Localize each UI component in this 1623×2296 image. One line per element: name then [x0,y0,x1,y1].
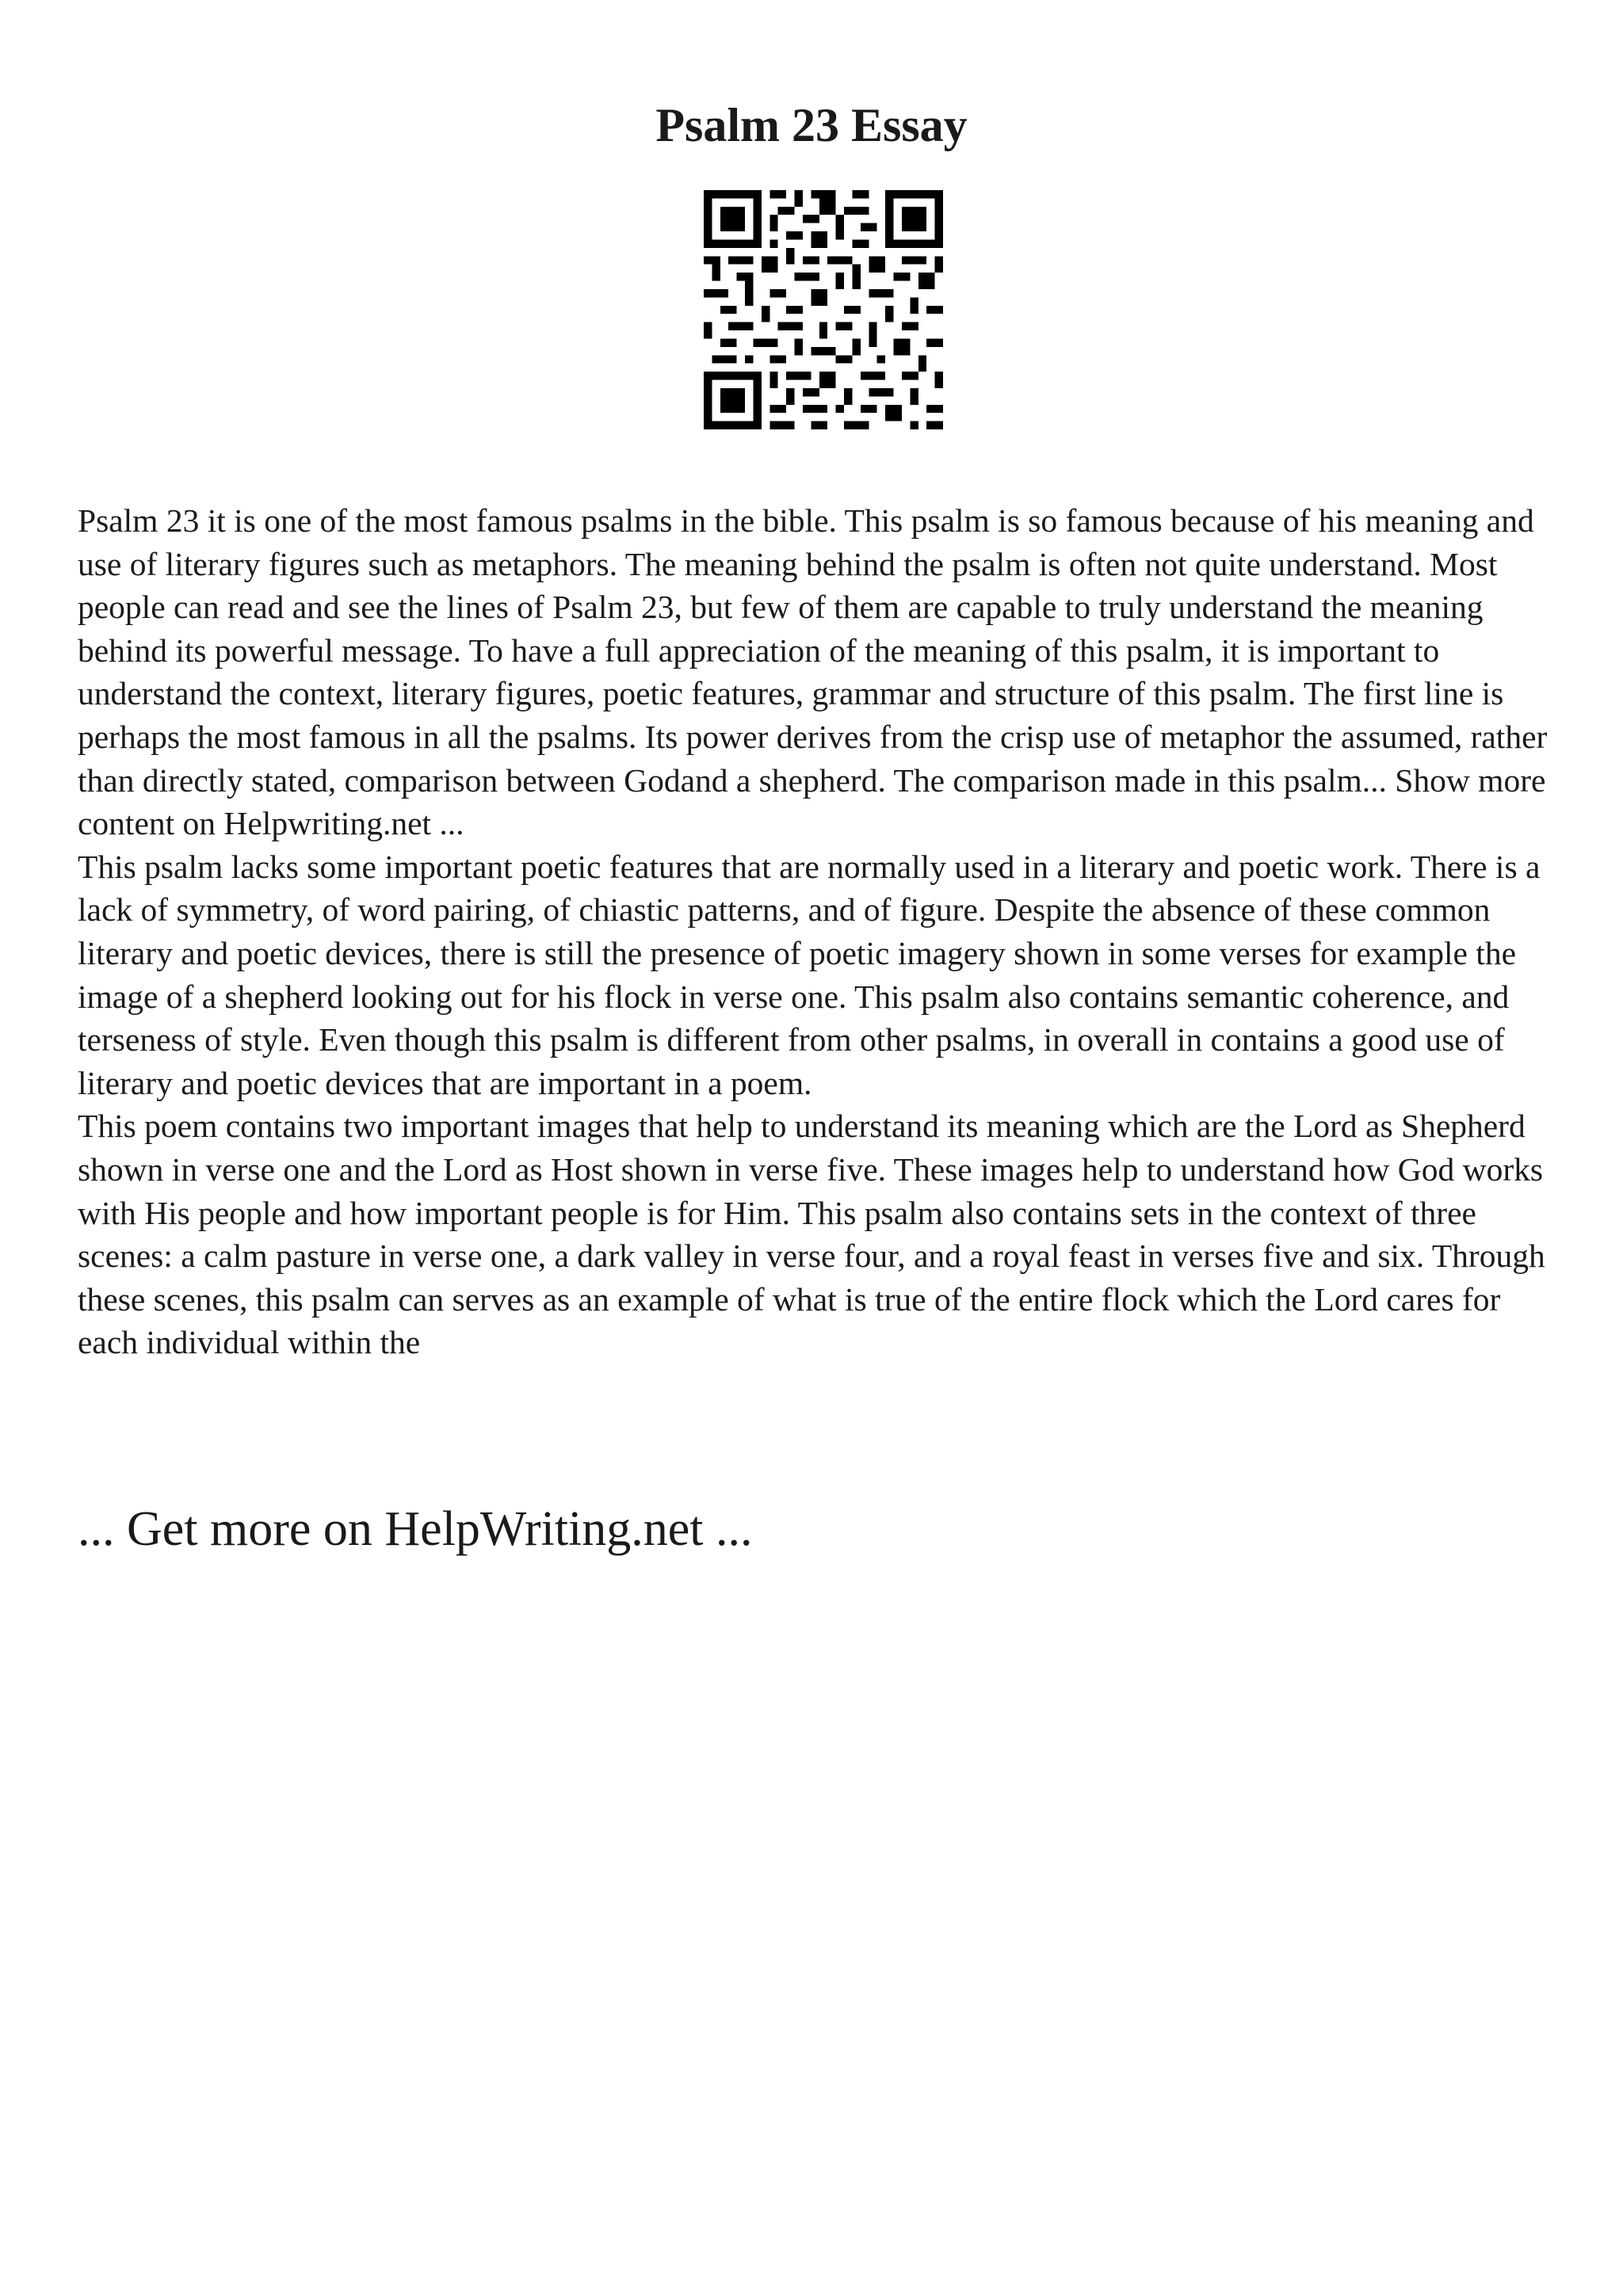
get-more-link[interactable]: ... Get more on HelpWriting.net ... [78,1502,753,1556]
paragraph-3: This poem contains two important images that help to understand its meaning which are the Lord as Shepherd shown in verse one and the Lord as Host shown in verse five. These images help to understand how God works with His people and how important people is for Him. This psalm also contains sets in the context of three scenes: a calm pasture in verse one, a dark valley in verse four, and a royal feast in verses five and six. Through these scenes, this psalm can serves as an example of what is true of the entire flock which the Lord cares for each individual within the [78,1108,1545,1361]
essay-body [78,499,1568,1364]
paragraph-2: This psalm lacks some important poetic features that are normally used in a literary and poetic work. There is a lack of symmetry, of word pairing, of chiastic patterns, and of figure. Despite the absence of these common literary and poetic devices, there is still the presence of poetic imagery shown in some verses for example the image of a shepherd looking out for his flock in verse one. This psalm also contains semantic coherence, and terseness of style. Even though this psalm is different from other psalms, in overall in contains a good use of literary and poetic devices that are important in a poem. [78,848,1541,1101]
page-title: Psalm 23 Essay [655,99,968,151]
paragraph-1: Psalm 23 it is one of the most famous psalms in the bible. This psalm is so famous because of his meaning and use of literary figures such as metaphors. The meaning behind the psalm is often not quite understand. Most people can read and see the lines of Psalm 23, but few of them are capable to truly understand the meaning behind its powerful message. To have a full appreciation of the meaning of this psalm, it is important to understand the context, literary figures, poetic features, grammar and structure of this psalm. The first line is perhaps the most famous in all the psalms. Its power derives from the crisp use of metaphor the assumed, rather than directly stated, comparison between Godand a shepherd. The comparison made in this psalm... Show more content on Helpwriting.net ... [78,502,1548,842]
qr-code-icon [704,190,943,429]
